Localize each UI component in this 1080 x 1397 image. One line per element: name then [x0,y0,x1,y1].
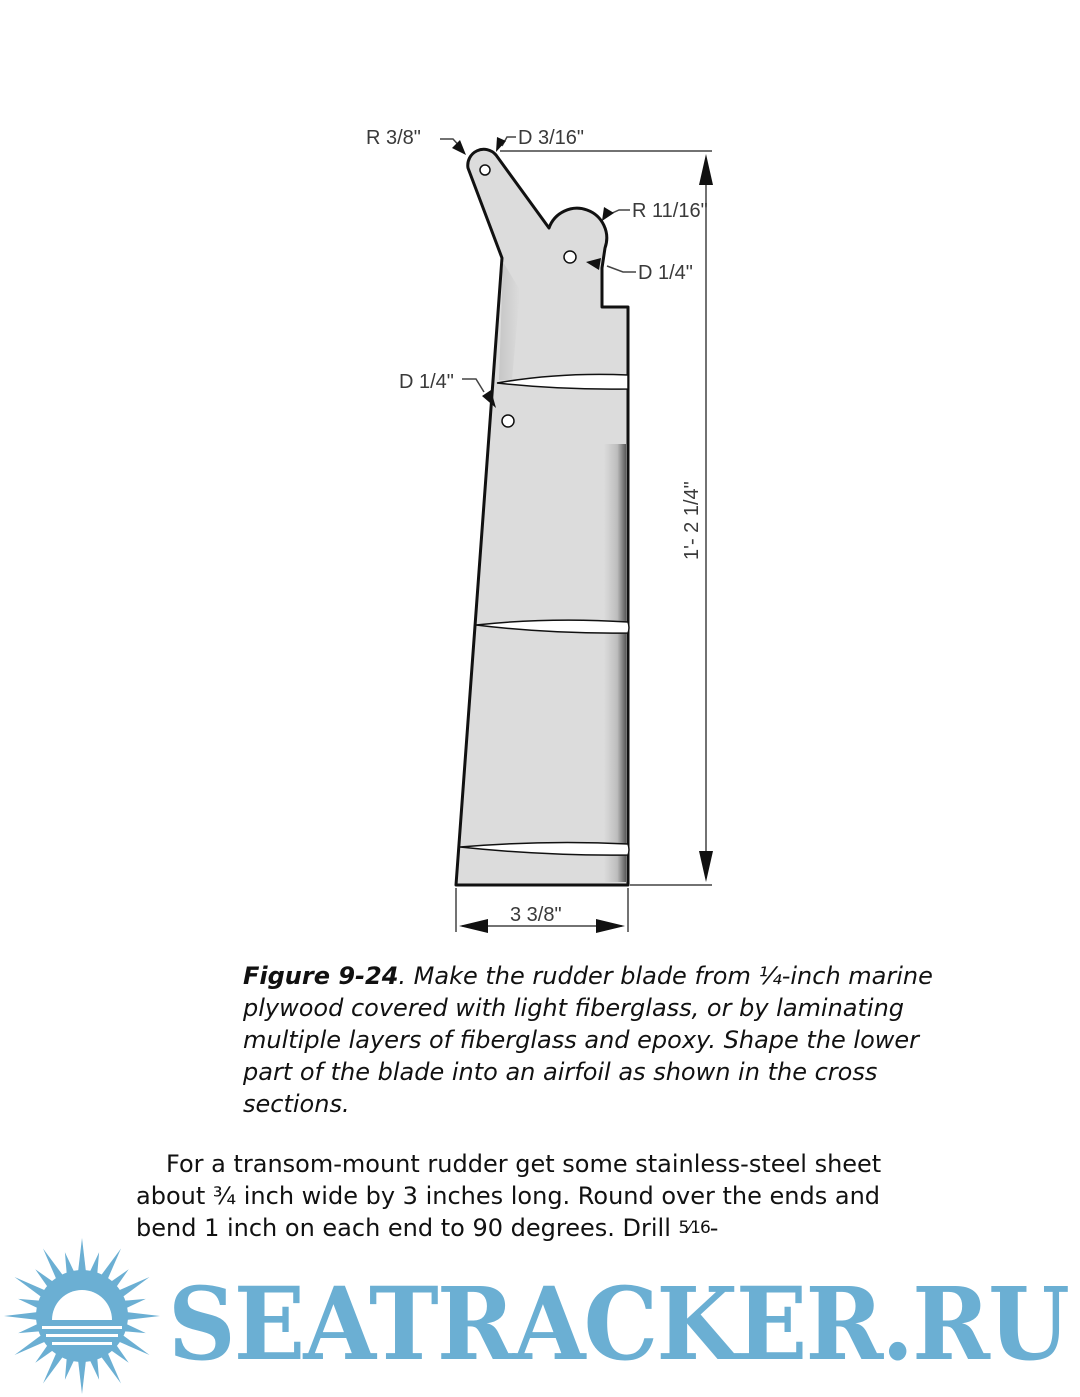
sun-ray [101,1249,122,1281]
height-label: 1'- 2 1/4" [681,481,703,560]
watermark-logo [0,1236,1080,1397]
pin-hole [480,165,490,175]
sun-ray [78,1238,86,1272]
sun-ray [43,1352,64,1384]
body-paragraph [136,1148,936,1244]
width-label: 3 3/8" [510,904,562,926]
pin-hole-label: D 3/16" [518,127,585,149]
head-radius-label: R 11/16" [632,200,708,222]
sun-ray [15,1277,47,1298]
head-hole-label: D 1/4" [638,262,693,284]
pin-radius-label: R 3/8" [366,127,421,149]
blade-hole [502,415,514,427]
sun-ray [126,1312,160,1320]
figure-caption-text: . Make the rudder blade from ¼-inch marine plywood covered with light fiberglass, or by laminating multiple layers of fiberglass and epoxy. Shape the lower part of the blade into an airfoil as shown in the cross sections. [243,962,933,1118]
sun-ray [15,1335,47,1356]
sun-ray [4,1312,38,1320]
sun-ray [43,1249,64,1281]
body-paragraph-tail: - [709,1214,719,1242]
sun-ray [101,1352,122,1384]
figure-caption [243,960,943,1120]
sun-ray [118,1335,150,1356]
sun-icon [4,1238,160,1394]
trailing-edge-shading [604,444,626,882]
blade-hole-label: D 1/4" [399,371,454,393]
body-paragraph-text: For a transom-mount rudder get some stainless-steel sheet about ¾ inch wide by 3 inches long. Round over the ends and bend 1 inch on each end to 90 degrees. Drill [136,1150,882,1242]
sun-ray [78,1360,86,1394]
head-hole [564,251,576,263]
watermark-text: SEATRACKER.RU [168,1265,1069,1383]
rudder-blade-outline [456,149,628,885]
body-fraction: 5⁄16 [678,1218,710,1238]
figure-caption-label: Figure 9-24 [243,962,399,990]
sun-ray [118,1277,150,1298]
